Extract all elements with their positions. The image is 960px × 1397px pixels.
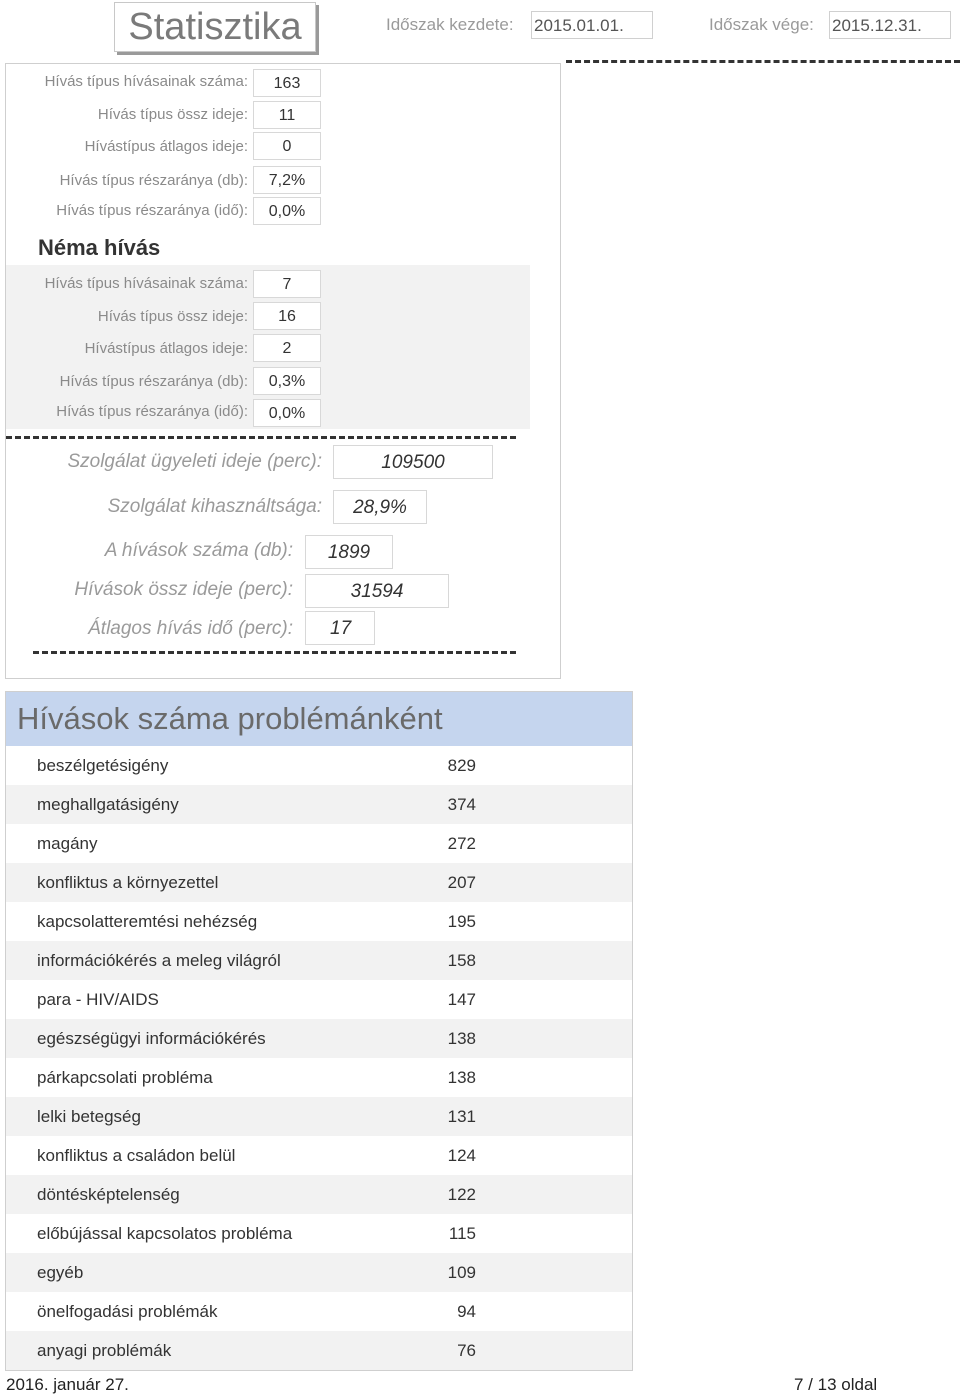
silent-avg-time-label: Hívástípus átlagos ideje: xyxy=(84,340,248,357)
problem-name: kapcsolatteremtési nehézség xyxy=(37,912,258,931)
problem-name: előbújással kapcsolatos probléma xyxy=(37,1224,293,1243)
avg-call-time-label: Átlagos hívás idő (perc): xyxy=(88,618,293,639)
problem-count: 207 xyxy=(447,873,476,892)
period-end-field: 2015.12.31. xyxy=(829,11,951,39)
avg-time-label: Hívástípus átlagos ideje: xyxy=(84,138,248,155)
call-total-time-label: Hívások össz ideje (perc): xyxy=(74,579,293,600)
utilization-value: 28,9% xyxy=(333,490,427,524)
problem-count: 272 xyxy=(447,834,476,853)
duty-time-value: 109500 xyxy=(333,445,493,479)
problem-count: 138 xyxy=(447,1029,476,1048)
table-row xyxy=(6,746,632,785)
silent-total-time-value: 16 xyxy=(253,302,321,330)
table-row xyxy=(6,785,632,824)
table-row xyxy=(6,1253,632,1292)
problem-count: 115 xyxy=(448,1224,476,1243)
utilization-label: Szolgálat kihasználtsága: xyxy=(107,496,322,517)
table-row xyxy=(6,941,632,980)
silent-avg-time-value: 2 xyxy=(253,334,321,362)
call-total-count-label: A hívások száma (db): xyxy=(104,540,293,561)
problem-name: egészségügyi információkérés xyxy=(37,1029,266,1048)
table-row xyxy=(6,1331,632,1370)
table-row xyxy=(6,863,632,902)
section-divider-bottom xyxy=(33,651,516,654)
problem-count: 124 xyxy=(447,1146,476,1165)
problem-name: anyagi problémák xyxy=(37,1341,172,1360)
period-start-label: Időszak kezdete: xyxy=(386,15,514,34)
problem-count: 109 xyxy=(447,1263,476,1282)
problem-name: konfliktus a családon belül xyxy=(37,1146,236,1165)
table-row xyxy=(6,824,632,863)
problem-name: para - HIV/AIDS xyxy=(37,990,159,1009)
table-row xyxy=(6,1136,632,1175)
share-time-value: 0,0% xyxy=(253,197,321,225)
problem-name: önelfogadási problémák xyxy=(37,1302,218,1321)
share-db-label: Hívás típus részaránya (db): xyxy=(59,172,248,189)
duty-time-label: Szolgálat ügyeleti ideje (perc): xyxy=(67,451,322,472)
problem-count: 131 xyxy=(447,1107,476,1126)
total-time-label: Hívás típus össz ideje: xyxy=(97,106,248,123)
table-row xyxy=(6,1058,632,1097)
period-end-label: Időszak vége: xyxy=(709,15,814,34)
silent-call-count-label: Hívás típus hívásainak száma: xyxy=(44,275,248,292)
call-count-label: Hívás típus hívásainak száma: xyxy=(44,73,248,90)
section-divider-top xyxy=(6,436,516,439)
problem-count: 158 xyxy=(447,951,476,970)
call-count-value: 163 xyxy=(253,69,321,97)
silent-total-time-label: Hívás típus össz ideje: xyxy=(97,308,248,325)
call-total-count-value: 1899 xyxy=(305,535,393,569)
share-db-value: 7,2% xyxy=(253,166,321,194)
header-divider xyxy=(566,60,960,63)
silent-share-time-label: Hívás típus részaránya (idő): xyxy=(56,403,248,420)
table-row xyxy=(6,902,632,941)
problem-name: lelki betegség xyxy=(37,1107,141,1126)
problem-name: beszélgetésigény xyxy=(37,756,169,775)
avg-call-time-value: 17 xyxy=(305,611,375,645)
silent-call-count-value: 7 xyxy=(253,270,321,298)
table-row xyxy=(6,1097,632,1136)
problem-name: döntésképtelenség xyxy=(37,1185,180,1204)
problem-count: 76 xyxy=(457,1341,476,1360)
table-row xyxy=(6,1214,632,1253)
problem-count: 195 xyxy=(447,912,476,931)
problem-name: párkapcsolati probléma xyxy=(37,1068,213,1087)
problem-count: 829 xyxy=(447,756,476,775)
problems-heading: Hívások száma problémánként xyxy=(6,692,632,746)
table-row xyxy=(6,1019,632,1058)
problem-count: 94 xyxy=(457,1302,476,1321)
problem-name: magány xyxy=(37,834,98,853)
problem-count: 374 xyxy=(447,795,476,814)
total-time-value: 11 xyxy=(253,101,321,129)
share-time-label: Hívás típus részaránya (idő): xyxy=(56,202,248,219)
footer-date: 2016. január 27. xyxy=(6,1375,129,1394)
problem-name: meghallgatásigény xyxy=(37,795,179,814)
silent-call-heading: Néma hívás xyxy=(38,235,161,260)
silent-share-db-label: Hívás típus részaránya (db): xyxy=(59,373,248,390)
page-number: 7 / 13 oldal xyxy=(794,1375,878,1394)
problem-count: 147 xyxy=(447,990,476,1009)
silent-share-db-value: 0,3% xyxy=(253,367,321,395)
problem-count: 138 xyxy=(447,1068,476,1087)
table-row xyxy=(6,980,632,1019)
problem-name: konfliktus a környezettel xyxy=(37,873,219,892)
page-title: Statisztika xyxy=(114,2,316,52)
problem-count: 122 xyxy=(447,1185,476,1204)
avg-time-value: 0 xyxy=(253,132,321,160)
call-total-time-value: 31594 xyxy=(305,574,449,608)
silent-share-time-value: 0,0% xyxy=(253,399,321,427)
table-row xyxy=(6,1175,632,1214)
period-start-field: 2015.01.01. xyxy=(531,11,653,39)
table-row xyxy=(6,1292,632,1331)
problem-name: információkérés a meleg világról xyxy=(37,951,281,970)
problem-name: egyéb xyxy=(37,1263,84,1282)
